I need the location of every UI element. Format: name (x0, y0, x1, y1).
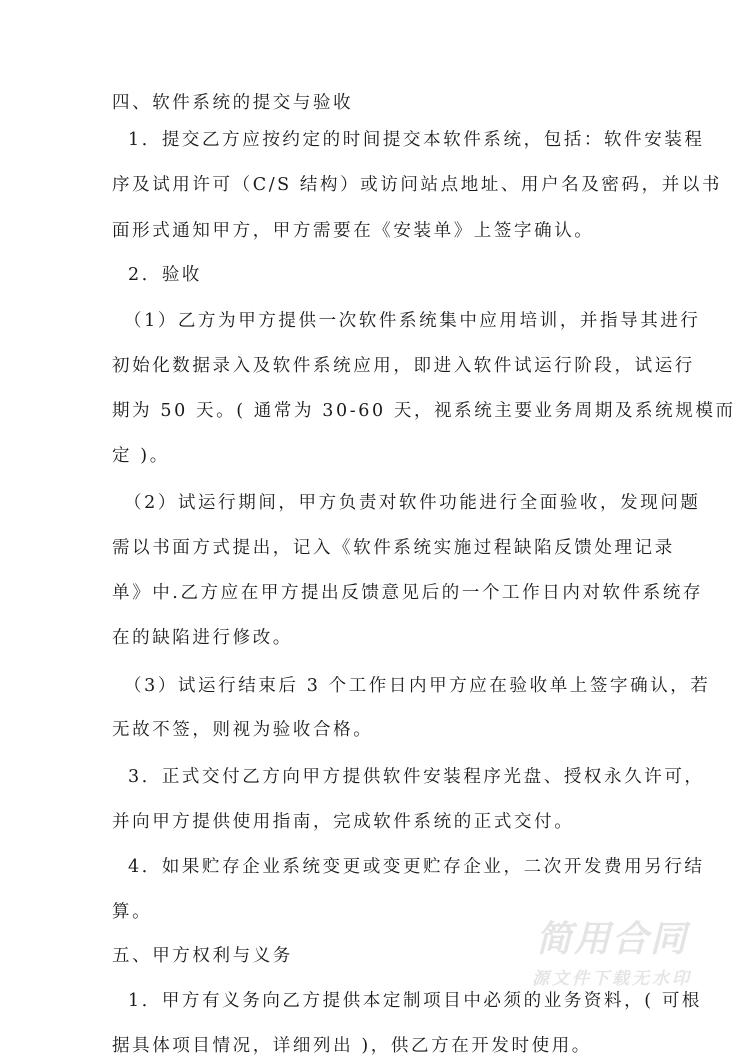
paragraph-line: 4．如果贮存企业系统变更或变更贮存企业，二次开发费用另行结 (128, 857, 705, 877)
paragraph-line: 1．提交乙方应按约定的时间提交本软件系统，包括：软件安装程 (128, 130, 705, 150)
section-heading-4: 四、软件系统的提交与验收 (112, 93, 354, 113)
watermark (512, 918, 712, 992)
subsection-heading-acceptance: 2．验收 (128, 265, 203, 285)
paragraph-line: 初始化数据录入及软件系统应用，即进入软件试运行阶段，试运行 (112, 356, 695, 376)
paragraph-line: 期为 50 天。( 通常为 30-60 天，视系统主要业务周期及系统规模而 (112, 401, 736, 421)
paragraph-line: 单》中.乙方应在甲方提出反馈意见后的一个工作日内对软件系统存 (112, 583, 704, 603)
paragraph-line: 定 )。 (112, 446, 170, 466)
paragraph-line: 并向甲方提供使用指南，完成软件系统的正式交付。 (112, 812, 575, 832)
paragraph-line: （2）试运行期间，甲方负责对软件功能进行全面验收，发现问题 (124, 493, 701, 513)
paragraph-line: 算。 (112, 902, 153, 922)
paragraph-line: 1．甲方有义务向乙方提供本定制项目中必须的业务资料，( 可根 (128, 991, 703, 1011)
section-heading-5: 五、甲方权利与义务 (112, 946, 293, 966)
paragraph-line: 在的缺陷进行修改。 (112, 628, 293, 648)
paragraph-line: 序及试用许可（C/S 结构）或访问站点地址、用户名及密码，并以书 (112, 175, 723, 195)
paragraph-line: 面形式通知甲方，甲方需要在《安装单》上签字确认。 (112, 221, 595, 241)
paragraph-line: 需以书面方式提出，记入《软件系统实施过程缺陷反馈处理记录 (112, 538, 675, 558)
paragraph-line: （3）试运行结束后 3 个工作日内甲方应在验收单上签字确认，若 (124, 676, 711, 696)
paragraph-line: （1）乙方为甲方提供一次软件系统集中应用培训，并指导其进行 (124, 311, 701, 331)
paragraph-line: 无故不签，则视为验收合格。 (112, 720, 374, 740)
watermark-tagline: 源文件下载无水印 (532, 969, 692, 989)
paragraph-line: 据具体项目情况，详细列出 )，供乙方在开发时使用。 (112, 1036, 592, 1056)
watermark-brand: 简用合同 (535, 919, 688, 960)
paragraph-line: 3．正式交付乙方向甲方提供软件安装程序光盘、授权永久许可， (128, 767, 705, 787)
